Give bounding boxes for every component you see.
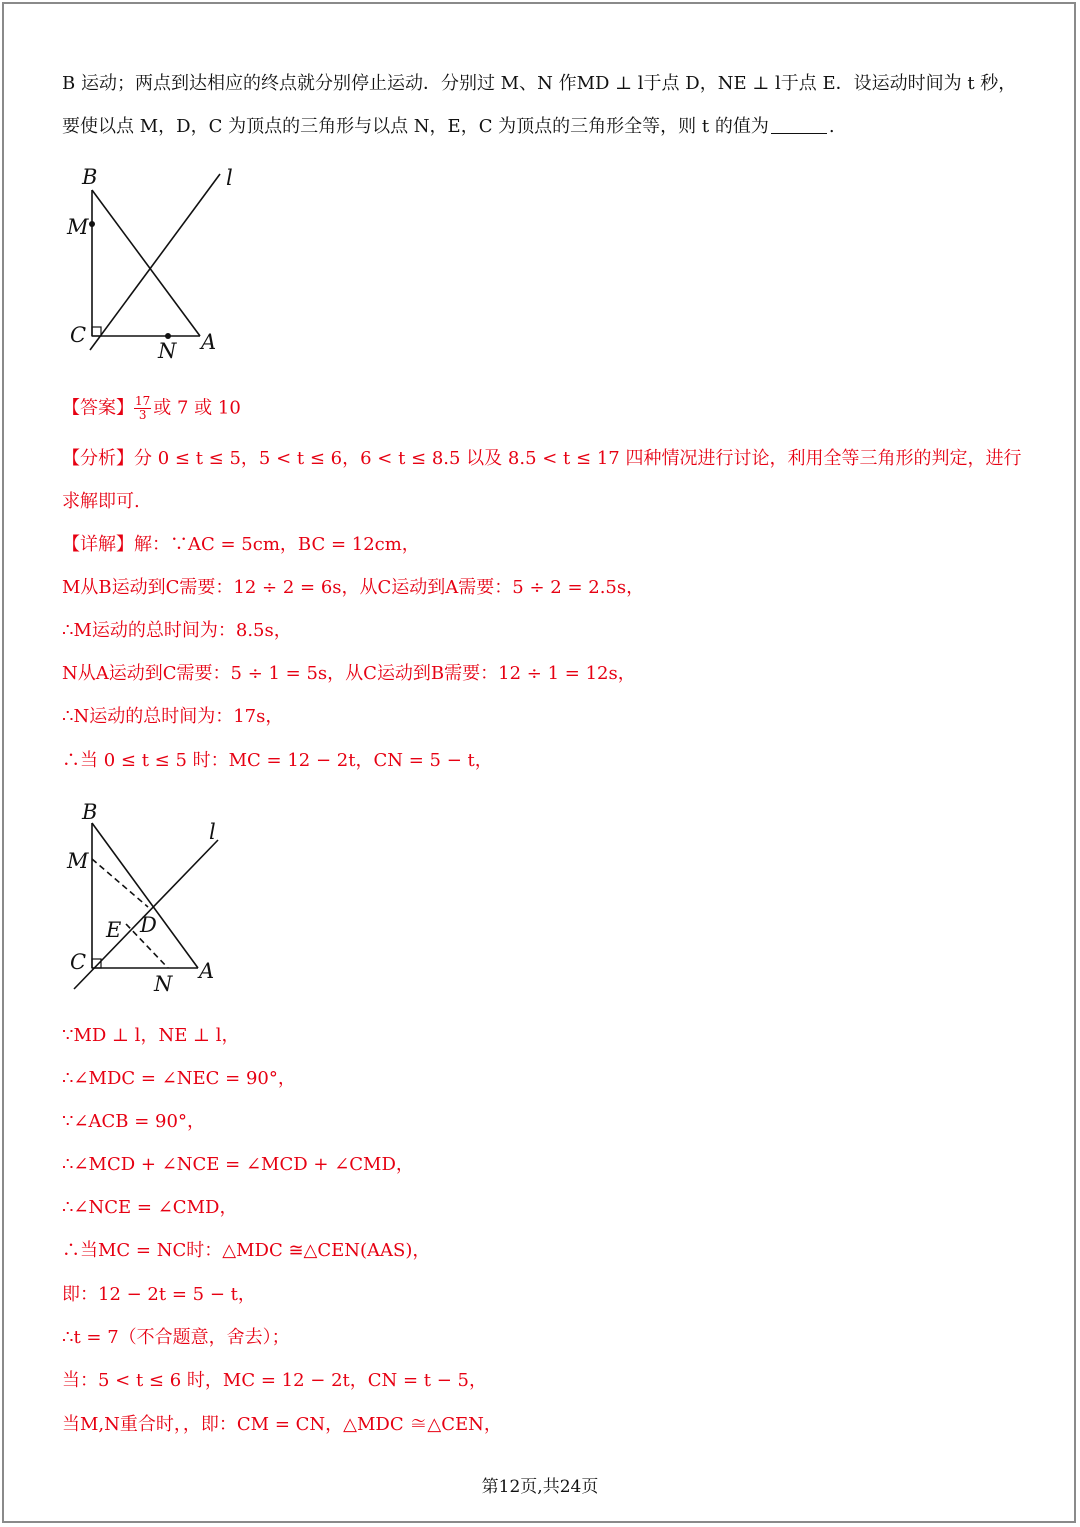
segment-ba [92,823,198,968]
problem-line-2-end: . [828,116,835,137]
detail-line: ∴∠MCD + ∠NCE = ∠MCD + ∠CMD， [62,1154,414,1175]
answer-label: 【答案】 [62,397,134,419]
detail-line: ∴∠MDC = ∠NEC = 90°， [62,1068,296,1089]
answer-blank [771,117,827,134]
analysis-line-1 [62,447,1021,471]
problem-line-1: B 运动；两点到达相应的终点就分别停止运动．分别过 M、N 作MD ⊥ l于点 D，NE ⊥ l于点 E．设运动时间为 t 秒， [62,73,1017,94]
detail-line: 当M,N重合时，，即：CM = CN，△MDC ≅△CEN， [62,1414,502,1435]
detail-line: ∴t = 7（不合题意，舍去）； [62,1327,290,1348]
analysis-line-2: 求解即可. [62,491,140,512]
label-l: l [226,166,233,190]
right-angle-mark [92,327,101,336]
detail-line: ∴M运动的总时间为：8.5s， [62,620,292,641]
answer-line [62,395,241,422]
detail-line: 即：12 − 2t = 5 − t， [62,1284,256,1305]
problem-line-2-text: 要使以点 M，D，C 为顶点的三角形与以点 N，E，C 为顶点的三角形全等，则 t 的值为 [62,116,769,137]
detail-line: ∴当MC = NC时：△MDC ≅△CEN(AAS)， [62,1240,431,1261]
label-l: l [209,820,216,844]
analysis-label: 【分析】 [62,448,134,469]
figure-2 [60,795,250,1005]
detail-line: 当：5 < t ≤ 6 时，MC = 12 − 2t，CN = t − 5， [62,1370,488,1391]
detail-line: ∵∠ACB = 90°， [62,1111,205,1132]
detail-label: 【详解】 [62,534,134,555]
answer-fraction [134,395,151,422]
analysis-text-1: 分 0 ≤ t ≤ 5，5 < t ≤ 6，6 < t ≤ 8.5 以及 8.5 < t ≤ 17 四种情况进行讨论，利用全等三角形的判定，进行 [134,448,1022,469]
figure-1 [60,160,250,370]
label-c: C [70,323,87,347]
fraction-denominator: 3 [138,408,147,422]
label-d: D [140,913,157,937]
label-b: B [82,165,98,189]
label-m: M [67,849,89,873]
label-e: E [106,918,122,942]
page-number-footer: 第12页,共24页 [481,1477,599,1497]
detail-line: ∴当 0 ≤ t ≤ 5 时：MC = 12 − 2t，CN = 5 − t， [62,750,493,771]
answer-rest: 或 7 或 10 [153,397,241,419]
label-n: N [154,972,173,996]
label-c: C [70,950,87,974]
label-n: N [158,339,177,363]
label-a: A [201,330,217,354]
label-b: B [82,800,98,824]
detail-line: ∵MD ⊥ l，NE ⊥ l， [62,1025,240,1046]
segment-md-dashed [92,859,148,907]
detail-line: ∴∠NCE = ∠CMD， [62,1197,238,1218]
detail-first: 解：∵AC = 5cm，BC = 12cm， [134,534,420,555]
point-m [89,221,95,227]
detail-line-0 [62,533,420,557]
problem-line-2 [62,115,835,139]
segment-ba [92,190,200,336]
label-m: M [67,215,89,239]
detail-line: ∴N运动的总时间为：17s， [62,706,284,727]
detail-line: N从A运动到C需要：5 ÷ 1 = 5s，从C运动到B需要：12 ÷ 1 = 12s， [62,663,636,684]
detail-line: M从B运动到C需要：12 ÷ 2 = 6s，从C运动到A需要：5 ÷ 2 = 2.5s， [62,577,645,598]
line-l [90,174,220,350]
label-a: A [199,959,215,983]
fraction-numerator: 17 [135,394,151,408]
